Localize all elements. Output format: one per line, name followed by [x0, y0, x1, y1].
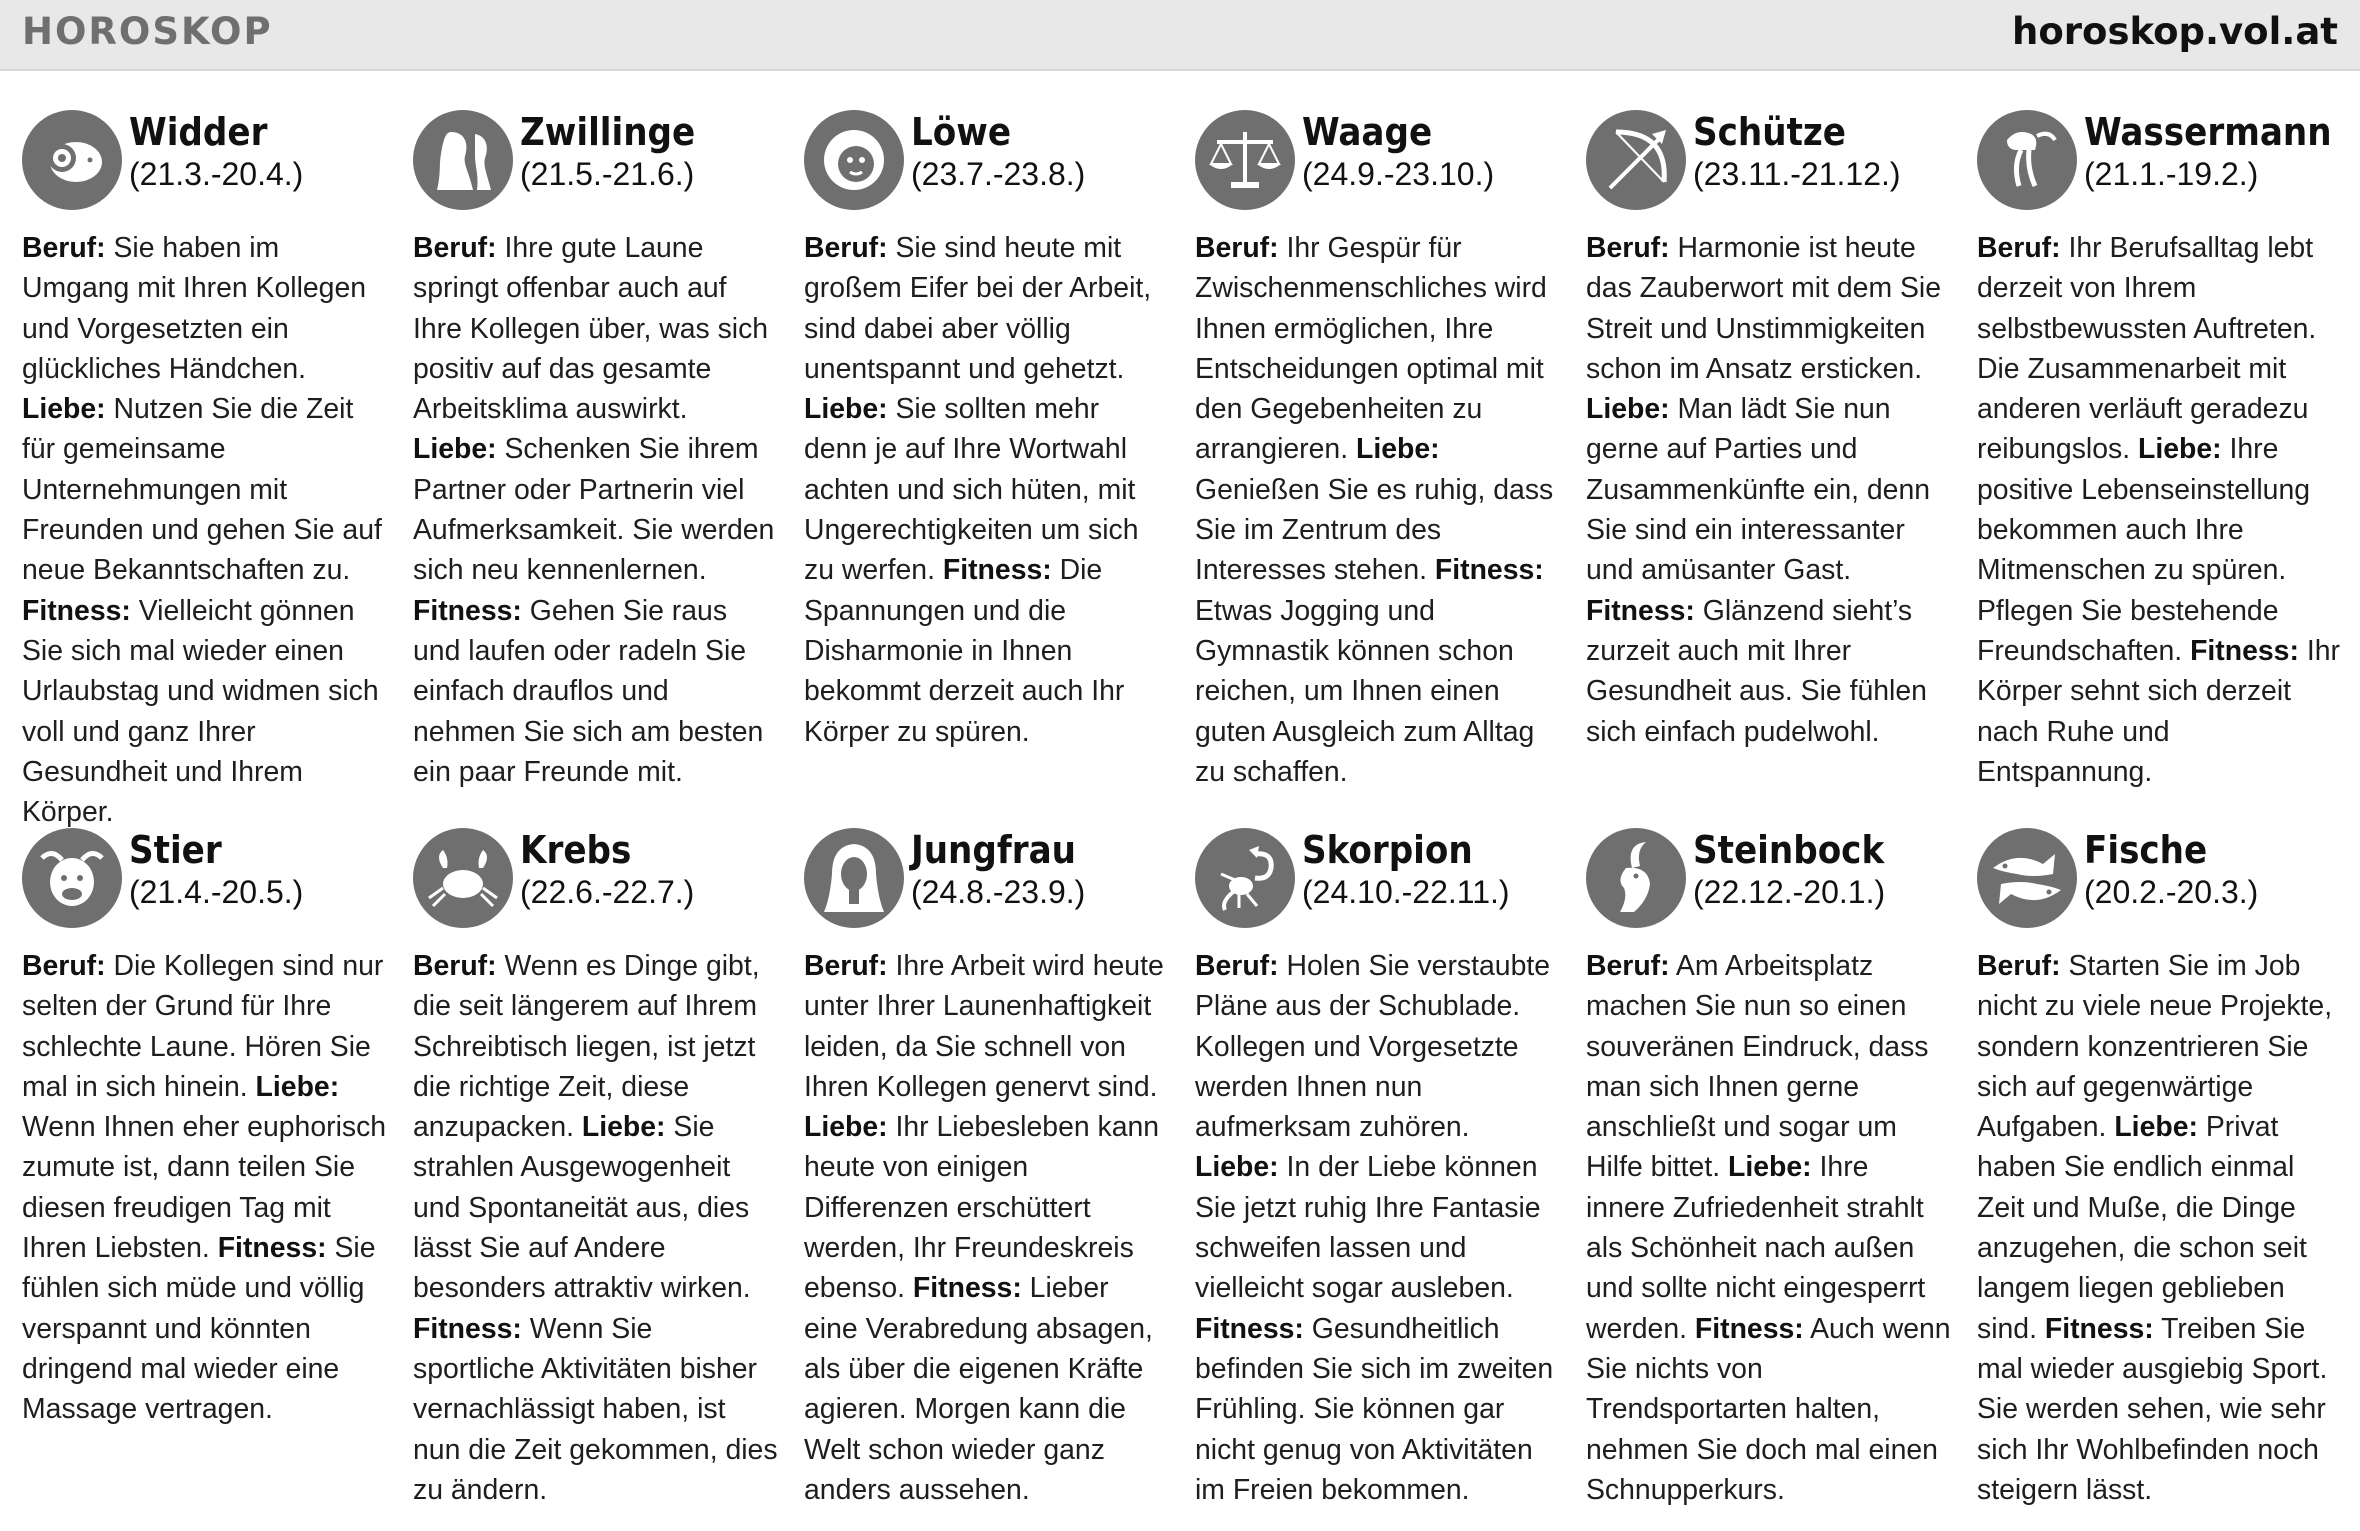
sign-text [413, 946, 778, 1510]
virgo-icon [804, 828, 904, 928]
sign-dates: (24.10.-22.11.) [1302, 874, 1510, 910]
scorpio-icon [1195, 828, 1295, 928]
fitness-label: Fitness: [912, 1272, 1022, 1305]
liebe-label: Liebe: [1195, 1151, 1279, 1184]
sign-text [1195, 228, 1560, 792]
sign-name: Wassermann [2084, 110, 2332, 154]
liebe-label: Liebe: [804, 393, 888, 426]
fitness-label: Fitness: [942, 554, 1052, 587]
sign-text [804, 228, 1169, 752]
header-bar [0, 0, 2360, 71]
liebe-text: Privat haben Sie endlich einmal Zeit und Muße, die Dinge anzugehen, die schon seit langem liegen geblieben sind. [1977, 1111, 2307, 1345]
beruf-label: Beruf: [413, 950, 497, 982]
sign-name: Jungfrau [911, 828, 1077, 872]
liebe-text: Wenn Ihnen eher euphorisch zumute ist, dann teilen Sie diesen freudigen Tag mit Ihren Liebsten. [22, 1111, 387, 1265]
sign-text [1195, 946, 1560, 1510]
fitness-label: Fitness: [1586, 594, 1695, 627]
sign-dates: (23.7.-23.8.) [911, 156, 1086, 192]
sign-dates: (23.11.-21.12.) [1693, 156, 1901, 192]
beruf-text: Harmonie ist heute das Zauberwort mit dem Sie Streit und Unstimmigkeiten schon im Ansatz ersticken. [1586, 232, 1942, 385]
sign-text [22, 946, 387, 1430]
liebe-label: Liebe: [413, 433, 497, 466]
section-title: HOROSKOP [22, 10, 273, 53]
beruf-text: Wenn es Dinge gibt, die seit längerem auf Ihrem Schreibtisch liegen, ist jetzt die richtige Zeit, diese anzupacken. [413, 950, 760, 1144]
beruf-label: Beruf: [804, 950, 888, 982]
sign-name: Steinbock [1693, 828, 1885, 872]
sign-text [1977, 228, 2342, 792]
fitness-label: Fitness: [1694, 1312, 1804, 1345]
liebe-label: Liebe: [2137, 433, 2222, 466]
sign-text [1586, 946, 1951, 1510]
liebe-text: In der Liebe können Sie jetzt ruhig Ihre Fantasie schweifen lassen und vielleicht sogar ausleben. [1195, 1151, 1541, 1305]
libra-icon [1195, 110, 1295, 210]
gemini-icon [413, 110, 513, 210]
fitness-label: Fitness: [217, 1232, 327, 1265]
beruf-label: Beruf: [1977, 950, 2061, 982]
taurus-icon [22, 828, 122, 928]
fitness-label: Fitness: [413, 594, 522, 627]
fitness-text: Die Spannungen und die Disharmonie in Ihnen bekommt derzeit auch Ihr Körper zu spüren. [804, 554, 1125, 748]
sign-text [1586, 228, 1951, 752]
fitness-label: Fitness: [413, 1312, 522, 1345]
sign-text [804, 946, 1169, 1510]
liebe-label: Liebe: [1586, 393, 1670, 426]
liebe-text: Genießen Sie es ruhig, dass Sie im Zentrum des Interesses stehen. [1195, 473, 1554, 587]
beruf-text: Am Arbeitsplatz machen Sie nun so einen souveränen Eindruck, dass man sich Ihnen gerne anschließt und sogar um Hilfe bittet. [1586, 950, 1929, 1184]
liebe-label: Liebe: [2114, 1111, 2198, 1144]
beruf-text: Die Kollegen sind nur selten der Grund für Ihre schlechte Laune. Hören Sie mal in sich hinein. [22, 950, 384, 1103]
sign-name: Waage [1302, 110, 1433, 154]
sign-dates: (24.8.-23.9.) [911, 874, 1086, 910]
liebe-label: Liebe: [1728, 1151, 1812, 1184]
sign-dates: (20.2.-20.3.) [2084, 874, 2259, 910]
sign-name: Krebs [520, 828, 632, 872]
fitness-text: Gehen Sie raus und laufen oder radeln Sie einfach drauflos und nehmen Sie sich am besten ein paar Freunde mit. [413, 594, 764, 788]
fitness-label: Fitness: [2044, 1312, 2154, 1345]
fitness-label: Fitness: [22, 594, 131, 627]
fitness-text: Treiben Sie mal wieder ausgiebig Sport. Sie werden sehen, wie sehr sich Ihr Wohlbefinden noch steigern lässt. [1977, 1312, 2328, 1506]
sign-dates: (24.9.-23.10.) [1302, 156, 1495, 192]
sign-text [22, 228, 387, 832]
liebe-text: Schenken Sie ihrem Partner oder Partnerin viel Aufmerksamkeit. Sie werden sich neu kennenlernen. [413, 433, 775, 587]
liebe-text: Ihre positive Lebenseinstellung bekommen auch Ihre Mitmenschen zu spüren. Pflegen Sie bestehende Freundschaften. [1977, 433, 2311, 667]
sign-name: Widder [129, 110, 268, 154]
fitness-text: Vielleicht gönnen Sie sich mal wieder einen Urlaubstag und widmen sich voll und ganz Ihrer Gesundheit und Ihrem Körper. [22, 594, 379, 829]
sign-dates: (22.6.-22.7.) [520, 874, 695, 910]
beruf-text: Starten Sie im Job nicht zu viele neue Projekte, sondern konzentrieren Sie sich auf gegenwärtige Aufgaben. [1977, 950, 2333, 1144]
liebe-text: Sie strahlen Ausgewogenheit und Spontaneität aus, dies lässt Sie auf Andere besonders attraktiv wirken. [413, 1111, 751, 1305]
fitness-label: Fitness: [1195, 1312, 1304, 1345]
sign-text [1977, 946, 2342, 1510]
fitness-text: Gesundheitlich befinden Sie sich im zweiten Frühling. Sie können gar nicht genug von Aktivitäten im Freien bekommen. [1195, 1312, 1554, 1506]
pisces-icon [1977, 828, 2077, 928]
beruf-label: Beruf: [1195, 232, 1279, 264]
aquarius-icon [1977, 110, 2077, 210]
fitness-text: Auch wenn Sie nichts von Trendsportarten halten, nehmen Sie doch mal einen Schnupperkurs. [1586, 1312, 1951, 1506]
liebe-label: Liebe: [22, 393, 106, 426]
liebe-text: Sie sollten mehr denn je auf Ihre Wortwahl achten und sich hüten, mit Ungerechtigkeiten um sich zu werfen. [804, 393, 1139, 587]
beruf-text: Ihr Berufsalltag lebt derzeit von Ihrem selbstbewussten Auftreten. Die Zusammenarbeit mit anderen verläuft geradezu reibungslos. [1977, 232, 2317, 466]
cancer-icon [413, 828, 513, 928]
beruf-label: Beruf: [22, 232, 106, 264]
liebe-text: Man lädt Sie nun gerne auf Parties und Zusammenkünfte ein, denn Sie sind ein interessanter und amüsanter Gast. [1586, 393, 1931, 587]
liebe-label: Liebe: [804, 1111, 888, 1144]
sign-dates: (21.4.-20.5.) [129, 874, 304, 910]
beruf-label: Beruf: [1195, 950, 1279, 982]
beruf-label: Beruf: [1586, 232, 1670, 264]
sign-dates: (22.12.-20.1.) [1693, 874, 1886, 910]
sign-name: Skorpion [1302, 828, 1473, 872]
sign-dates: (21.5.-21.6.) [520, 156, 695, 192]
beruf-text: Ihr Gespür für Zwischenmenschliches wird Ihnen ermöglichen, Ihre Entscheidungen optimal mit den Gegebenheiten zu arrangieren. [1195, 232, 1547, 466]
fitness-text: Glänzend sieht’s zurzeit auch mit Ihrer Gesundheit aus. Sie fühlen sich einfach pudelwohl. [1586, 594, 1927, 748]
liebe-label: Liebe: [1355, 433, 1440, 466]
beruf-label: Beruf: [1586, 950, 1670, 982]
fitness-label: Fitness: [1434, 554, 1544, 587]
fitness-text: Ihr Körper sehnt sich derzeit nach Ruhe und Entspannung. [1977, 634, 2340, 788]
sign-name: Stier [129, 828, 222, 872]
sagittarius-icon [1586, 110, 1686, 210]
sign-name: Löwe [911, 110, 1012, 154]
sign-name: Fische [2084, 828, 2208, 872]
liebe-text: Nutzen Sie die Zeit für gemeinsame Unternehmungen mit Freunden und gehen Sie auf neue Bekanntschaften zu. [22, 393, 382, 587]
fitness-label: Fitness: [2190, 634, 2299, 667]
site-url[interactable]: horoskop.vol.at [2012, 10, 2338, 53]
aries-icon [22, 110, 122, 210]
beruf-label: Beruf: [22, 950, 106, 982]
leo-icon [804, 110, 904, 210]
beruf-text: Ihre gute Laune springt offenbar auch auf Ihre Kollegen über, was sich positiv auf das gesamte Arbeitsklima auswirkt. [413, 232, 769, 426]
sign-dates: (21.3.-20.4.) [129, 156, 304, 192]
sign-name: Zwillinge [520, 110, 696, 154]
beruf-label: Beruf: [804, 232, 888, 264]
liebe-label: Liebe: [581, 1111, 666, 1144]
beruf-text: Sie haben im Umgang mit Ihren Kollegen und Vorgesetzten ein glückliches Händchen. [22, 232, 367, 385]
capricorn-icon [1586, 828, 1686, 928]
beruf-text: Holen Sie verstaubte Pläne aus der Schublade. Kollegen und Vorgesetzte werden Ihnen nun aufmerksam zuhören. [1195, 950, 1551, 1144]
sign-name: Schütze [1693, 110, 1847, 154]
beruf-text: Sie sind heute mit großem Eifer bei der Arbeit, sind dabei aber völlig unentspannt und gehetzt. [804, 232, 1152, 385]
beruf-text: Ihre Arbeit wird heute unter Ihrer Launenhaftigkeit leiden, da Sie schnell von Ihren Kollegen genervt sind. [804, 950, 1164, 1103]
sign-dates: (21.1.-19.2.) [2084, 156, 2259, 192]
liebe-label: Liebe: [255, 1070, 340, 1103]
liebe-text: Ihr Liebesleben kann heute von einigen Differenzen erschüttert werden, Ihr Freundeskreis ebenso. [804, 1111, 1160, 1305]
fitness-text: Sie fühlen sich müde und völlig verspannt und könnten dringend mal wieder eine Massage vertragen. [22, 1232, 376, 1426]
fitness-text: Etwas Jogging und Gymnastik können schon reichen, um Ihnen einen guten Ausgleich zum Alltag zu schaffen. [1195, 594, 1535, 788]
fitness-text: Lieber eine Verabredung absagen, als über die eigenen Kräfte agieren. Morgen kann die Welt schon wieder ganz anders aussehen. [804, 1272, 1153, 1506]
liebe-text: Ihre innere Zufriedenheit strahlt als Schönheit nach außen und sollte nicht eingesperrt werden. [1586, 1151, 1926, 1345]
beruf-label: Beruf: [413, 232, 497, 264]
sign-text [413, 228, 778, 792]
beruf-label: Beruf: [1977, 232, 2061, 264]
fitness-text: Wenn Sie sportliche Aktivitäten bisher vernachlässigt haben, ist nun die Zeit gekommen, dies zu ändern. [413, 1312, 778, 1506]
